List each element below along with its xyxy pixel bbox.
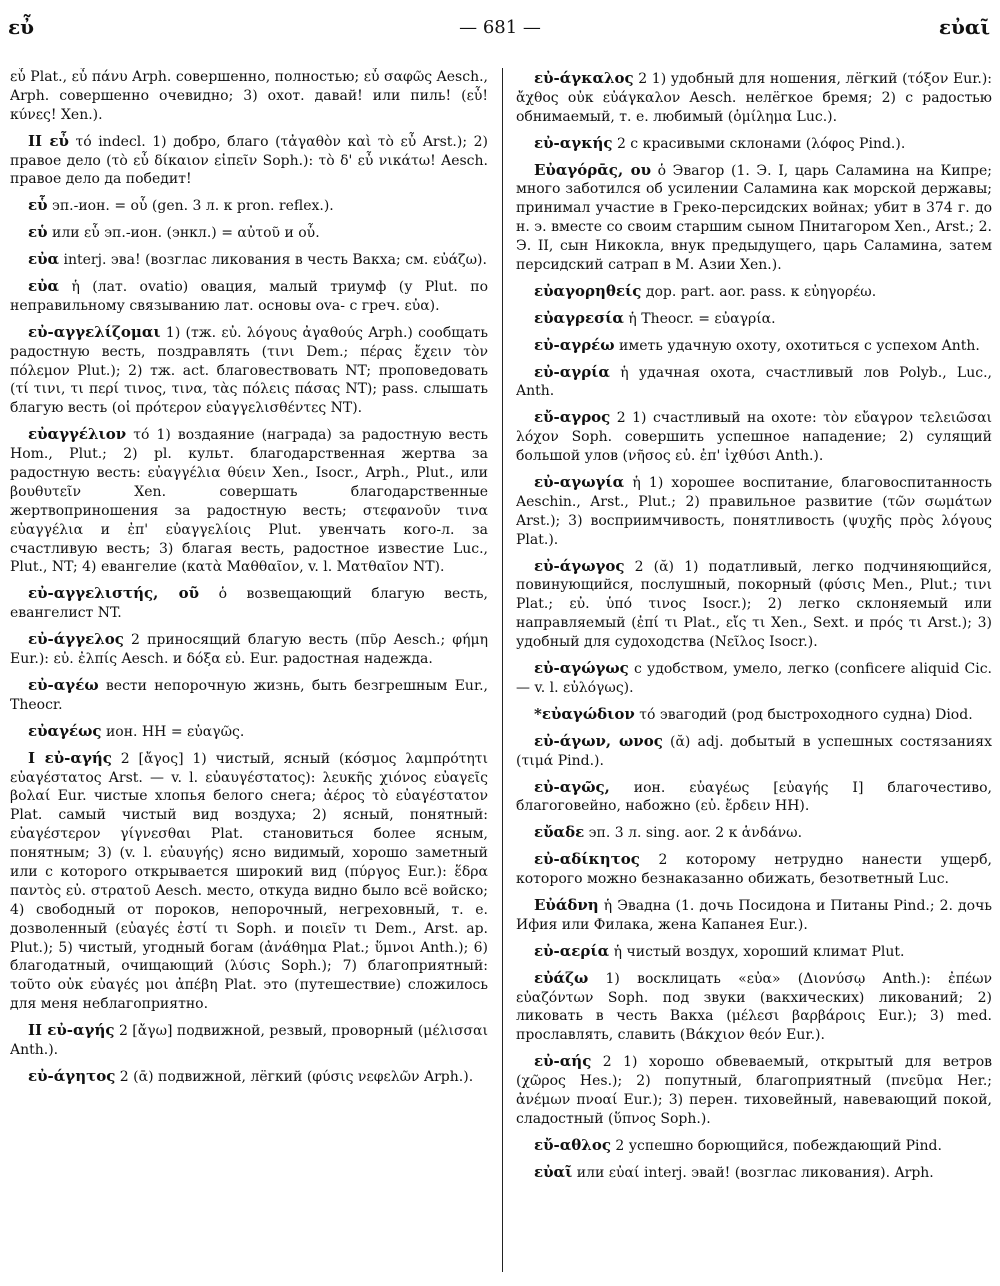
entry-headword: εὔαδε — [534, 823, 585, 842]
entry-definition: ἡ удачная охота, счастливый лов Polyb., Luc., Anth. — [516, 364, 992, 400]
dictionary-entry — [10, 195, 488, 216]
entry-headword: εὐαγγέλιον — [28, 425, 127, 444]
entry-definition: 2 [ἄγος] 1) чистый, ясный (κόσμος λαμπρότητι εὐαγέστατος Arst. — v. l. εὐαυγέστατος): λευκῆς χιόνος εὐαγεῖς βολαί Eur. чистые хлопья белого снега; ἀέρος τὸ εὐαγέστατον Plat. самый чистый вид воздуха; 2) ясный, понятный: εὐαγέστερον γίγνεσθαι Plat. становиться более ясным, понятным; 3) (v. l. εὐαυγής) ясно видимый, хорошо заметный или с которого открывается широкий вид (πύργος Eur.): ἕδρα παντὸς εὐ. στρατοῦ Aesch. место, откуда видно было всё войско; 4) свободный от пороков, непорочный, негреховный, т. е. дозволенный (εὐαγές ἐστί τι Soph. и ποιεῖν τι Dem., Arst. ap. Plut.); 5) чистый, угодный богам (ἀνάθημα Plat.; ὕμνοι Anth.); 6) благодатный, очищающий (λύσις Soph.); 7) благоприятный: τοῦτο οὐκ εὐαγές μοι ἀπέβη Plat. это (путешествие) сложилось для меня неблагоприятно. — [10, 750, 488, 1013]
entry-headword: εὐ-αής — [534, 1052, 592, 1071]
dictionary-entry — [516, 968, 992, 1046]
entry-definition: иметь удачную охоту, охотиться с успехом Anth. — [619, 337, 980, 354]
left-column — [10, 68, 494, 1274]
dictionary-entry — [516, 849, 992, 889]
entry-headword: εὐ-αγγελιστής, οῦ — [28, 584, 200, 603]
entry-definition: εὖ Plat., εὖ πάνυ Arph. совершенно, полностью; εὖ σαφῶς Aesch., Arph. совершенно очевидно; 3) охот. давай! или пиль! (εὖ! κύνες! Xen.). — [10, 69, 488, 123]
dictionary-entry — [10, 249, 488, 270]
entry-headword: εὐ-αγκής — [534, 133, 613, 152]
running-head-left: εὖ — [8, 15, 35, 39]
dictionary-entry — [10, 583, 488, 623]
entry-headword: I εὐ-αγής — [28, 748, 112, 767]
entry-definition: ἡ (лат. ovatio) овация, малый триумф (у Plut. по неправильному связыванию лат. основы ova- с греч. εὐα). — [10, 279, 488, 314]
entry-headword: εὐ-αερία — [534, 941, 610, 960]
right-column — [516, 68, 992, 1274]
dictionary-entry — [10, 675, 488, 715]
dictionary-entry — [516, 658, 992, 698]
dictionary-entry — [516, 1051, 992, 1129]
entry-definition: вести непорочную жизнь, быть безгрешным Eur., Theocr. — [10, 677, 489, 713]
column-divider — [502, 68, 503, 1272]
entry-definition: 2 [ἄγω] подвижной, резвый, проворный (μέλισσαι Anth.). — [10, 1023, 489, 1058]
entry-definition: ион. HH = εὐαγῶς. — [105, 723, 245, 740]
entry-headword: εὐαῖ — [534, 1162, 573, 1181]
entry-headword: Εὐάδνη — [534, 895, 599, 914]
entry-headword: εὐαγρεσία — [534, 308, 624, 327]
dictionary-entry — [10, 68, 488, 125]
dictionary-entry — [516, 160, 992, 275]
dictionary-entry — [10, 131, 488, 190]
dictionary-entry — [10, 322, 488, 418]
entry-headword: εὐ-άγγελος — [28, 630, 124, 649]
entry-headword: εὐ-αγῶς, — [534, 777, 610, 796]
running-head-right: εὐαῖ — [938, 15, 990, 39]
dictionary-entry — [516, 407, 992, 466]
entry-definition: 2 успешно борющийся, побеждающий Pind. — [615, 1137, 942, 1154]
entry-definition: τό 1) воздаяние (награда) за радостную весть Hom., Plut.; 2) pl. культ. благодарственная жертва за радостную весть: εὐαγγέλια θύειν Xen., Isocr., Arph., Plut., или βουθυτεῖν Xen. совершать благодарственные жертвоприношения за радостную весть; στεφανοῦν τινα εὐαγγέλια и ἐπ' εὐαγγελίοις Plut. увенчать кого-л. за счастливую весть; 3) благая весть, радостное известие Luc., Plut., NT; 4) евангелие (κατὰ Μαθθαῖον, v. l. Ματθαῖον NT). — [10, 427, 488, 576]
entry-definition: τό эвагодий (род быстроходного судна) Diod. — [639, 706, 973, 723]
dictionary-entry — [10, 748, 488, 1014]
entry-headword: εὐ-αγγελίζομαι — [28, 322, 161, 341]
entry-headword: εὗ — [28, 196, 48, 215]
entry-headword: *εὐαγώδιον — [534, 704, 635, 723]
dictionary-entry — [516, 704, 992, 725]
entry-headword: II εὖ — [28, 131, 69, 150]
entry-headword: εὐ-αδίκητος — [534, 850, 640, 869]
entry-definition: ἡ Эвадна (1. дочь Посидона и Питаны Pind.; 2. дочь Ифия или Филака, жена Капанея Eur.). — [516, 897, 992, 933]
dictionary-entry — [516, 1135, 992, 1156]
entry-headword: εὐ-αγρέω — [534, 335, 615, 354]
entry-definition: дор. part. aor. pass. к εὐηγορέω. — [645, 283, 877, 300]
dictionary-entry — [516, 777, 992, 817]
entry-definition: ἡ Theocr. = εὐαγρία. — [628, 310, 776, 327]
entry-headword: εὐ-αγρία — [534, 362, 610, 381]
dictionary-entry — [10, 276, 488, 316]
dictionary-entry — [10, 222, 488, 243]
dictionary-entry — [516, 1162, 992, 1183]
entry-definition: ὁ возвещающий благую весть, евангелист NT. — [10, 586, 489, 622]
dictionary-entry — [516, 895, 992, 935]
entry-headword: εὐ-άγωγος — [534, 556, 625, 575]
entry-definition: τό indecl. 1) добро, благо (τἀγαθὸν καὶ τὸ εὖ Arst.); 2) правое дело (τὸ εὖ δίκαιον εἰπεῖν Soph.): τὸ δ' εὖ νικάτω! Aesch. правое дело да победит! — [10, 133, 488, 188]
entry-headword: εὐα — [28, 250, 60, 269]
entry-definition: 2 1) хорошо обвеваемый, открытый для ветров (χῶρος Hes.); 2) попутный, благоприятный (πνεῦμα Her.; ἀνέμων πνοαί Eur.); 3) перен. тиховейный, навевающий покой, сладостный (ὕπνος Soph.). — [516, 1054, 992, 1127]
dictionary-entry — [10, 1066, 488, 1087]
dictionary-entry — [516, 133, 992, 154]
entry-headword: εὔ-αγρος — [534, 408, 611, 427]
dictionary-entry — [516, 68, 992, 127]
dictionary-entry — [516, 335, 992, 356]
entry-definition: 2 (ᾱ) подвижной, лёгкий (φύσις νεφελῶν Arph.). — [119, 1068, 474, 1085]
entry-definition: 2 (ᾰ) 1) податливый, легко подчиняющийся, повинующийся, послушный, покорный (φύσις Men., Plut.; τινι Plat.; εὐ. ὑπό τινος Isocr.); 2) легко склоняемый или направляемый (ἐπί τι Plat., εἴς τι Xen., Sext. и πρός τι Arst.); 3) удобный для судоходства (Νεῖλος Isocr.). — [516, 558, 992, 651]
dictionary-entry — [10, 629, 488, 669]
entry-definition: 2 которому нетрудно нанести ущерб, которого можно безнаказанно обижать, безответный Luc. — [516, 852, 992, 888]
entry-definition: эп.-ион. = οὗ (gen. 3 л. к pron. reflex.). — [51, 198, 334, 215]
entry-definition: 2 1) удобный для ношения, лёгкий (τόξον Eur.): ἄχθος οὐκ εὐάγκαλον Aesch. нелёгкое бремя; 2) с радостью обнимаемый, т. е. любимый (ὁμίλημα Luc.). — [516, 71, 992, 125]
dictionary-entry — [516, 941, 992, 962]
entry-definition: 2 приносящий благую весть (πῦρ Aesch.; φήμη Eur.): εὐ. ἐλπίς Aesch. и δόξα εὐ. Eur. радостная надежда. — [10, 632, 488, 668]
entry-definition: ион. εὐαγέως [εὐαγής I] благочестиво, благоговейно, набожно (εὐ. ἔρδειν HH). — [516, 779, 992, 815]
dictionary-entry — [516, 731, 992, 771]
entry-headword: εὐ-αγωγία — [534, 473, 625, 492]
dictionary-entry — [516, 822, 992, 843]
dictionary-entry — [516, 362, 992, 402]
entry-definition: или εὗ эп.-ион. (энкл.) = αὐτοῦ и οὗ. — [51, 225, 320, 242]
entry-definition: 1) восклицать «εὐα» (Διονύσῳ Anth.): ἐπέων εὐαζόντων Soph. под звуки (вакхических) ликований; 2) ликовать в честь Вакха (μέλεσι βαρβάροις Eur.); 3) med. прославлять, славить (Βάκχιον θεόν Eur.). — [516, 970, 992, 1044]
dictionary-entry — [516, 308, 992, 329]
entry-headword: εὐ-άγητος — [28, 1066, 116, 1085]
entry-headword: εὐαγορηθείς — [534, 281, 642, 300]
dictionary-entry — [10, 1020, 488, 1060]
entry-definition: эп. 3 л. sing. aor. 2 к ἁνδάνω. — [588, 825, 803, 842]
entry-headword: εὑ — [28, 223, 48, 242]
entry-definition: interj. эва! (возглас ликования в честь Вакха; см. εὐάζω). — [63, 252, 487, 269]
entry-definition: 1) (тж. εὐ. λόγους ἀγαθούς Arph.) сообщать радостную весть, поздравлять (τινι Dem.; πέρας ἔχειν τὸν πόλεμον Plut.); 2) тж. act. благовествовать NT; проповедовать (τί τινι, τι περί τινος, τινα, τὰς πόλεις πάσας NT); pass. слышать благую весть (οἱ πρότερον εὐαγγελισθέντες NT). — [10, 324, 488, 417]
page-header — [0, 0, 1000, 50]
entry-headword: Εὐαγόρᾱς, ου — [534, 160, 651, 179]
entry-headword: εὐαγέως — [28, 721, 102, 740]
entry-headword: εὐ-άγων, ωνος — [534, 731, 663, 750]
entry-headword: εὐάζω — [534, 968, 589, 987]
entry-definition: ὁ Эвагор (1. Э. I, царь Саламина на Кипре; много заботился об усилении Саламина как морской державы; принимал участие в Греко-персидских войнах; убит в 374 г. до н. э. вместе со своим старшим сыном Пнитагором Xen., Arst.; 2. Э. II, сын Никокла, внук предыдущего, царь Саламина, затем персидский сатрап в М. Азии Xen.). — [516, 162, 992, 274]
entry-definition: 2 1) счастливый на охоте: τὸν εὔαγρον τελειῶσαι λόχον Soph. совершить успешное нападение; 2) сулящий большой улов (νῆσος εὐ. ἐπ' ἰχθύσι Anth.). — [516, 410, 992, 465]
entry-headword: εὐ-αγώγως — [534, 659, 629, 678]
dictionary-entry — [516, 556, 992, 652]
entry-headword: εὐ-αγέω — [28, 675, 99, 694]
entry-definition: (ᾰ) adj. добытый в успешных состязаниях (τιμά Pind.). — [516, 733, 992, 769]
entry-definition: ἡ чистый воздух, хороший климат Plut. — [613, 943, 905, 960]
entry-definition: с удобством, умело, легко (conficere aliquid Cic. — v. l. εὐλόγως). — [516, 661, 992, 696]
dictionary-entry — [10, 721, 488, 742]
dictionary-entry — [516, 472, 992, 550]
entry-definition: ἡ 1) хорошее воспитание, благовоспитанность Aeschin., Arst., Plut.; 2) правильное развитие (τῶν σωμάτων Arst.); 3) восприимчивость, понятливость (ψυχῆς πρὸς λόγους Plat.). — [516, 475, 992, 548]
entry-headword: εὐα — [28, 277, 60, 296]
entry-definition: или εὐαί interj. эвай! (возглас ликования). Arph. — [576, 1164, 934, 1181]
page-number: — 681 — — [459, 17, 541, 38]
entry-headword: εὐ-άγκαλος — [534, 69, 634, 87]
dictionary-entry — [10, 424, 488, 577]
dictionary-entry — [516, 281, 992, 302]
entry-headword: II εὐ-αγής — [28, 1021, 115, 1040]
entry-headword: εὔ-αθλος — [534, 1135, 611, 1154]
entry-definition: 2 с красивыми склонами (λόφος Pind.). — [616, 135, 906, 152]
